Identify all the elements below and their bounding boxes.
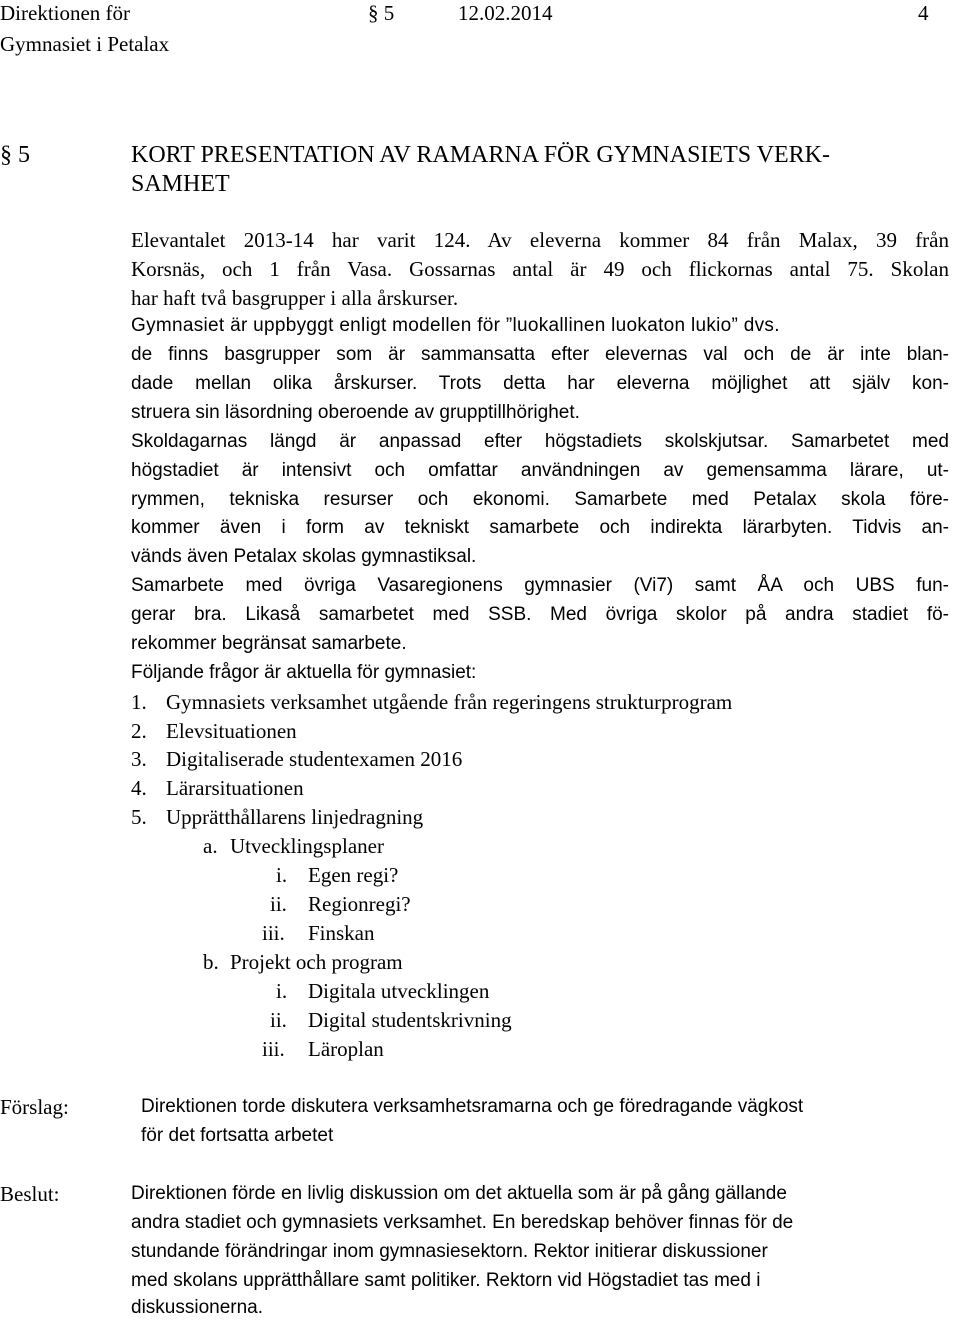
subsub-number: ii.: [270, 892, 287, 916]
paragraph-line: Gymnasiet är uppbyggt enligt modellen för ”luokallinen luokaton lukio” dvs.: [131, 315, 780, 336]
list-item-number: 3.: [131, 747, 147, 771]
paragraph-line: de finns basgrupper som är sammansatta efter elevernas val och de är inte blan-: [131, 344, 949, 365]
paragraph-line: vänds även Petalax skolas gymnastiksal.: [131, 546, 477, 567]
list-item-number: 5.: [131, 805, 147, 829]
subsub-item: Egen regi?: [308, 863, 399, 887]
subsub-item: Läroplan: [308, 1037, 384, 1061]
subsub-number: iii.: [262, 921, 285, 945]
subsub-number: i.: [276, 979, 288, 1003]
paragraph-line: struera sin läsordning oberoende av grupptillhörighet.: [131, 402, 580, 423]
list-item-number: 4.: [131, 776, 147, 800]
decision-line: andra stadiet och gymnasiets verksamhet. En beredskap behöver finnas för de: [131, 1212, 794, 1233]
list-item: Lärarsituationen: [166, 776, 304, 800]
header-date: 12.02.2014: [458, 1, 553, 25]
section-title-line1: KORT PRESENTATION AV RAMARNA FÖR GYMNASIETS VERK-: [131, 142, 830, 168]
header-org-line1: Direktionen för: [0, 1, 131, 25]
decision-line: med skolans upprätthållare samt politiker. Rektorn vid Högstadiet tas med i: [131, 1270, 761, 1291]
decision-line: diskussionerna.: [131, 1297, 264, 1318]
subsub-number: i.: [276, 863, 288, 887]
paragraph-line: dade mellan olika årskurser. Trots detta har eleverna möjlighet att själv kon-: [131, 373, 949, 394]
header-section-number: § 5: [368, 1, 395, 25]
decision-line: Direktionen förde en livlig diskussion om det aktuella som är på gång gällande: [131, 1183, 787, 1204]
paragraph-line: Skoldagarnas längd är anpassad efter högstadiets skolskjutsar. Samarbetet med: [131, 431, 949, 452]
list-item: Gymnasiets verksamhet utgående från regeringens strukturprogram: [166, 690, 733, 714]
list-item: Digitaliserade studentexamen 2016: [166, 747, 463, 771]
subsub-number: iii.: [262, 1037, 285, 1061]
paragraph-line: kommer även i form av tekniskt samarbete och indirekta lärarbyten. Tidvis an-: [131, 517, 949, 538]
proposal-line: för det fortsatta arbetet: [141, 1125, 334, 1146]
header-page-number: 4: [918, 1, 929, 25]
paragraph-line: gerar bra. Likaså samarbetet med SSB. Med övriga skolor på andra stadiet fö-: [131, 604, 949, 625]
sublist-item: Utvecklingsplaner: [230, 834, 384, 858]
subsub-item: Digitala utvecklingen: [308, 979, 490, 1003]
sublist-letter: a.: [203, 834, 218, 858]
list-item: Upprätthållarens linjedragning: [166, 805, 424, 829]
proposal-label: Förslag:: [0, 1095, 69, 1119]
sublist-letter: b.: [203, 950, 219, 974]
paragraph-line: Elevantalet 2013-14 har varit 124. Av eleverna kommer 84 från Malax, 39 från: [131, 228, 949, 252]
list-item: Elevsituationen: [166, 719, 297, 743]
decision-line: stundande förändringar inom gymnasiesektorn. Rektor initierar diskussioner: [131, 1241, 768, 1262]
list-item-number: 2.: [131, 719, 147, 743]
paragraph-line: har haft två basgrupper i alla årskurser.: [131, 286, 459, 310]
proposal-line: Direktionen torde diskutera verksamhetsramarna och ge föredragande vägkost: [141, 1096, 804, 1117]
section-number: § 5: [0, 142, 30, 168]
paragraph-line: rekommer begränsat samarbete.: [131, 633, 407, 654]
list-intro: Följande frågor är aktuella för gymnasiet:: [131, 662, 477, 683]
subsub-number: ii.: [270, 1008, 287, 1032]
section-title-line2: SAMHET: [131, 171, 230, 197]
paragraph-line: rymmen, tekniska resurser och ekonomi. Samarbete med Petalax skola före-: [131, 489, 949, 510]
header-org-line2: Gymnasiet i Petalax: [0, 32, 170, 56]
subsub-item: Finskan: [308, 921, 375, 945]
subsub-item: Regionregi?: [308, 892, 411, 916]
paragraph-line: högstadiet är intensivt och omfattar användningen av gemensamma lärare, ut-: [131, 460, 949, 481]
subsub-item: Digital studentskrivning: [308, 1008, 512, 1032]
decision-label: Beslut:: [0, 1182, 60, 1206]
sublist-item: Projekt och program: [230, 950, 403, 974]
paragraph-line: Samarbete med övriga Vasaregionens gymnasier (Vi7) samt ÅA och UBS fun-: [131, 575, 949, 596]
paragraph-line: Korsnäs, och 1 från Vasa. Gossarnas antal är 49 och flickornas antal 75. Skolan: [131, 257, 949, 281]
list-item-number: 1.: [131, 690, 147, 714]
